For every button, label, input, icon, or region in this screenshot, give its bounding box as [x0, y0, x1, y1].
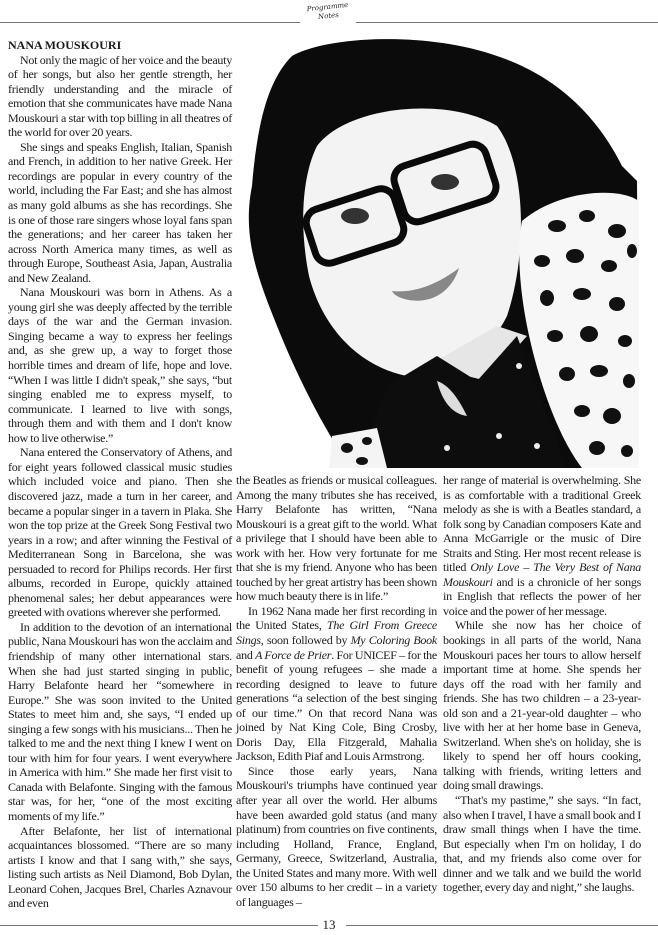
title-italic-text: The Girl From Greece Sings, [236, 618, 437, 648]
paragraph-text: In addition to the devotion of an international public, Nana Mouskouri has won the acclaim and friendship of many other international stars. When she had just started singing in public, Harry Belafonte heard her “somewhere in Europe.” She was soon invited to the United States to meet him and, she says, “I ended up singing a few songs with his musicians... Then he talked to me and the next thing I knew I went on tour with him for four years. I went everywhere in America with him.” She made her first visit to Canada with Belafonte. Singing with the famous star was, for her, “one of the most exciting moments of my life.” [8, 619, 232, 823]
article-paragraph [8, 140, 232, 285]
article-paragraph [443, 618, 641, 793]
title-italic-text: Only Love – The Very Best of Nana Mouskouri [443, 560, 641, 589]
paragraph-text: Nana entered the Conservatory of Athens, and for eight years followed classical music studies which included voice and piano. Then she discovered jazz, made a turn in her career, and became a popular singer in a tavern in Plaka. She won the top prize at the Greek Song Festival two years in a row; and after winning the Festival of Mediterranean Song in Barcelona, she was persuaded to record for Philips records. Her first albums, recorded in Europe, quickly attained phenomenal sales; her debut appearances were greeted with ovations wherever she performed. [8, 445, 232, 620]
paragraph-text: In 1962 Nana made her first recording in the United States, [236, 603, 437, 633]
paragraph-text: . For UNICEF – for the benefit of young refugees – she made a recording designed to leave to future generations “a selection of the best singing of our time.” On that record Nana was joined by Nat King Cole, Bing Crosby, Doris Day, Ella Fitzgerald, Mahalia Jackson, Edith Piaf and Louis Armstrong. [236, 647, 437, 764]
paragraph-text: Since those early years, Nana Mouskouri's triumphs have continued year after year all over the world. Her albums have been awarded gold status (and many platinum) from countries on five continents, including Holland, France, England, Germany, Greece, Switzerland, Australia, the United States and many more. With well over 150 albums to her credit – in a variety of languages – [236, 763, 437, 909]
section-mark [299, 0, 357, 24]
article-paragraph [8, 53, 232, 140]
section-mark-line2: Notes [317, 10, 340, 22]
title-italic-text: A Force de Prier [255, 647, 332, 662]
paragraph-text: After Belafonte, her list of international acquaintances blossomed. “There are so many artists I know and that I sang with,” she says, listing such artists as Neil Diamond, Bob Dylan, Leonard Cohen, Jacques Brel, Charles Aznavour and even [8, 823, 232, 911]
article-column-3 [443, 473, 641, 895]
paragraph-text: While she now has her choice of bookings in all parts of the world, Nana Mouskouri paces her tours to allow herself important time at home. She spends her days off the road with her family and friends. She has two children – a 23-year-old son and a 21-year-old daughter – who live with her at her home base in Geneva, Switzerland. When she's on holiday, she is likely to spend her off hours cooking, talking with friends, writing letters and doing small drawings. [443, 618, 641, 793]
article-paragraph [8, 285, 232, 445]
paragraph-text: and is a chronicle of her songs in English that reflects the power of her voice and the power of her message. [443, 574, 641, 618]
title-italic-text: My Coloring Book [350, 633, 437, 648]
article-paragraph [443, 473, 641, 618]
portrait-photo [237, 36, 639, 468]
article-paragraph [443, 793, 641, 895]
paragraph-text: Nana Mouskouri was born in Athens. As a young girl she was deeply affected by the terrible days of the war and the German invasion. Singing became a way to express her feelings and, as she grew up, a way to forget those horrible times and dream of life, hope and love. “When I was little I didn't speak,” she says, “but singing enabled me to express myself, to communicate. I learned to live with songs, through them and with them and I don't know how to live otherwise.” [8, 285, 232, 445]
article-paragraph [236, 473, 437, 604]
paragraph-text: She sings and speaks English, Italian, Spanish and French, in addition to her native Greek. Her recordings are popular in every country of the world, including the Far East; and she has almost as many gold albums as she has recordings. She is one of those rare singers whose loyal fans span the generations; and her career has taken her across North America many times, as well as through Europe, Southeast Asia, Japan, Australia and New Zealand. [8, 139, 232, 285]
header-rule-right [356, 22, 658, 23]
article-column-1 [8, 38, 232, 911]
paragraph-text: Not only the magic of her voice and the beauty of her songs, but also her gentle strength, her friendly understanding and the miracle of emotion that she communicates have made Nana Mouskouri a star with top billing in all theatres of the world for over 20 years. [8, 52, 232, 140]
article-paragraph [236, 764, 437, 909]
page-number: 13 [322, 917, 336, 932]
header-rule-left [0, 22, 300, 23]
section-mark-line1: Programme [306, 0, 349, 14]
article-title: NANA MOUSKOURI [8, 38, 122, 52]
article-paragraph [8, 445, 232, 620]
article-paragraph [8, 620, 232, 824]
article-paragraph [236, 604, 437, 764]
paragraph-text: “That's my pastime,” she says. “In fact, also when I travel, I have a small book and I draw small things when I have the time. But especially when I'm on holiday, I do that, and my friends also come over for dinner and we talk and we build the world together, every day and night,” she laughs. [443, 793, 641, 895]
paragraph-text: the Beatles as friends or musical colleagues. Among the many tributes she has received, Harry Belafonte has written, “Nana Mouskouri is a great gift to the world. What a privilege that I should have been able to work with her. How very fortunate for me that she is my friend. Anyone who has been touched by her great artistry has been shown how much beauty there is in life.” [236, 473, 437, 604]
paragraph-text: her range of material is overwhelming. She is as comfortable with a traditional Greek melody as she is with a Beatles standard, a folk song by Canadian composers Kate and Anna McGarrigle or the music of Dire Straits and Sting. Her most recent release is titled [443, 473, 641, 575]
paragraph-text: soon followed by [263, 633, 351, 648]
article-paragraph [8, 824, 232, 911]
article-column-2 [236, 473, 437, 909]
paragraph-text: and [236, 647, 256, 662]
